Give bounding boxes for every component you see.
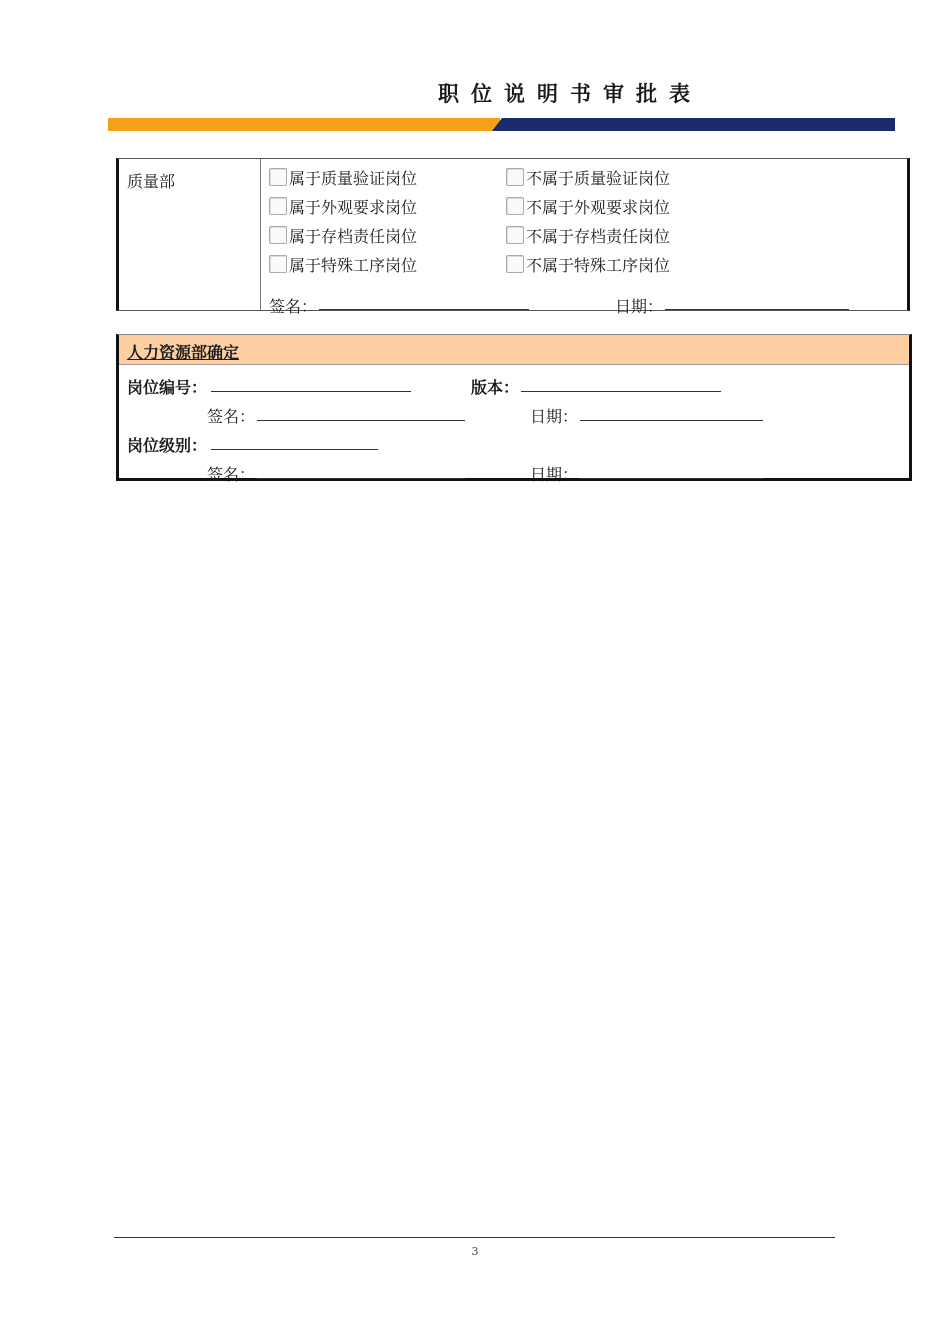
checkbox[interactable] xyxy=(269,168,287,186)
option-not-special-process[interactable] xyxy=(506,255,670,277)
option-label: 属于存档责任岗位 xyxy=(289,227,418,246)
option-label: 属于质量验证岗位 xyxy=(289,169,418,188)
checkbox[interactable] xyxy=(506,226,524,244)
quality-department-table xyxy=(116,158,910,316)
signature-label: 签名： xyxy=(269,297,318,316)
column-divider xyxy=(260,159,261,310)
date-label: 日期： xyxy=(530,465,579,484)
signature-field[interactable] xyxy=(257,478,465,479)
page-number: 3 xyxy=(471,1245,479,1258)
signature-label: 签名： xyxy=(207,407,256,426)
section-title: 人力资源部确定 xyxy=(127,343,240,362)
department-label: 质量部 xyxy=(127,172,176,191)
date-field[interactable] xyxy=(665,309,849,310)
date-field[interactable] xyxy=(580,478,763,479)
header-orange-bar xyxy=(108,118,500,131)
checkbox[interactable] xyxy=(269,197,287,215)
checkbox[interactable] xyxy=(506,255,524,273)
position-number-field[interactable] xyxy=(211,391,411,392)
signature-field[interactable] xyxy=(257,420,465,421)
header-navy-bar xyxy=(492,118,895,131)
checkbox[interactable] xyxy=(506,168,524,186)
checkbox[interactable] xyxy=(269,255,287,273)
option-not-appearance-requirement[interactable] xyxy=(506,197,670,219)
position-level-field[interactable] xyxy=(211,449,378,450)
signature-label: 签名： xyxy=(207,465,256,484)
date-label: 日期： xyxy=(530,407,579,426)
option-label: 不属于存档责任岗位 xyxy=(526,227,671,246)
option-label: 属于特殊工序岗位 xyxy=(289,256,418,275)
option-not-archive-responsibility[interactable] xyxy=(506,226,670,248)
option-label: 不属于质量验证岗位 xyxy=(526,169,671,188)
version-field[interactable] xyxy=(521,391,721,392)
position-level-label: 岗位级别： xyxy=(127,436,208,455)
page-title: 职位说明书审批表 xyxy=(438,82,702,106)
option-quality-verification[interactable] xyxy=(269,168,417,190)
checkbox[interactable] xyxy=(506,197,524,215)
option-special-process[interactable] xyxy=(269,255,417,277)
section-header xyxy=(119,335,909,365)
footer-divider xyxy=(114,1237,835,1238)
hr-confirmation-table xyxy=(116,334,912,484)
position-number-label: 岗位编号： xyxy=(127,378,208,397)
option-label: 不属于外观要求岗位 xyxy=(526,198,671,217)
option-label: 不属于特殊工序岗位 xyxy=(526,256,671,275)
option-appearance-requirement[interactable] xyxy=(269,197,417,219)
option-not-quality-verification[interactable] xyxy=(506,168,670,190)
signature-field[interactable] xyxy=(319,309,529,310)
option-archive-responsibility[interactable] xyxy=(269,226,417,248)
checkbox[interactable] xyxy=(269,226,287,244)
option-label: 属于外观要求岗位 xyxy=(289,198,418,217)
date-field[interactable] xyxy=(580,420,763,421)
date-label: 日期： xyxy=(615,297,664,316)
version-label: 版本： xyxy=(471,378,520,397)
